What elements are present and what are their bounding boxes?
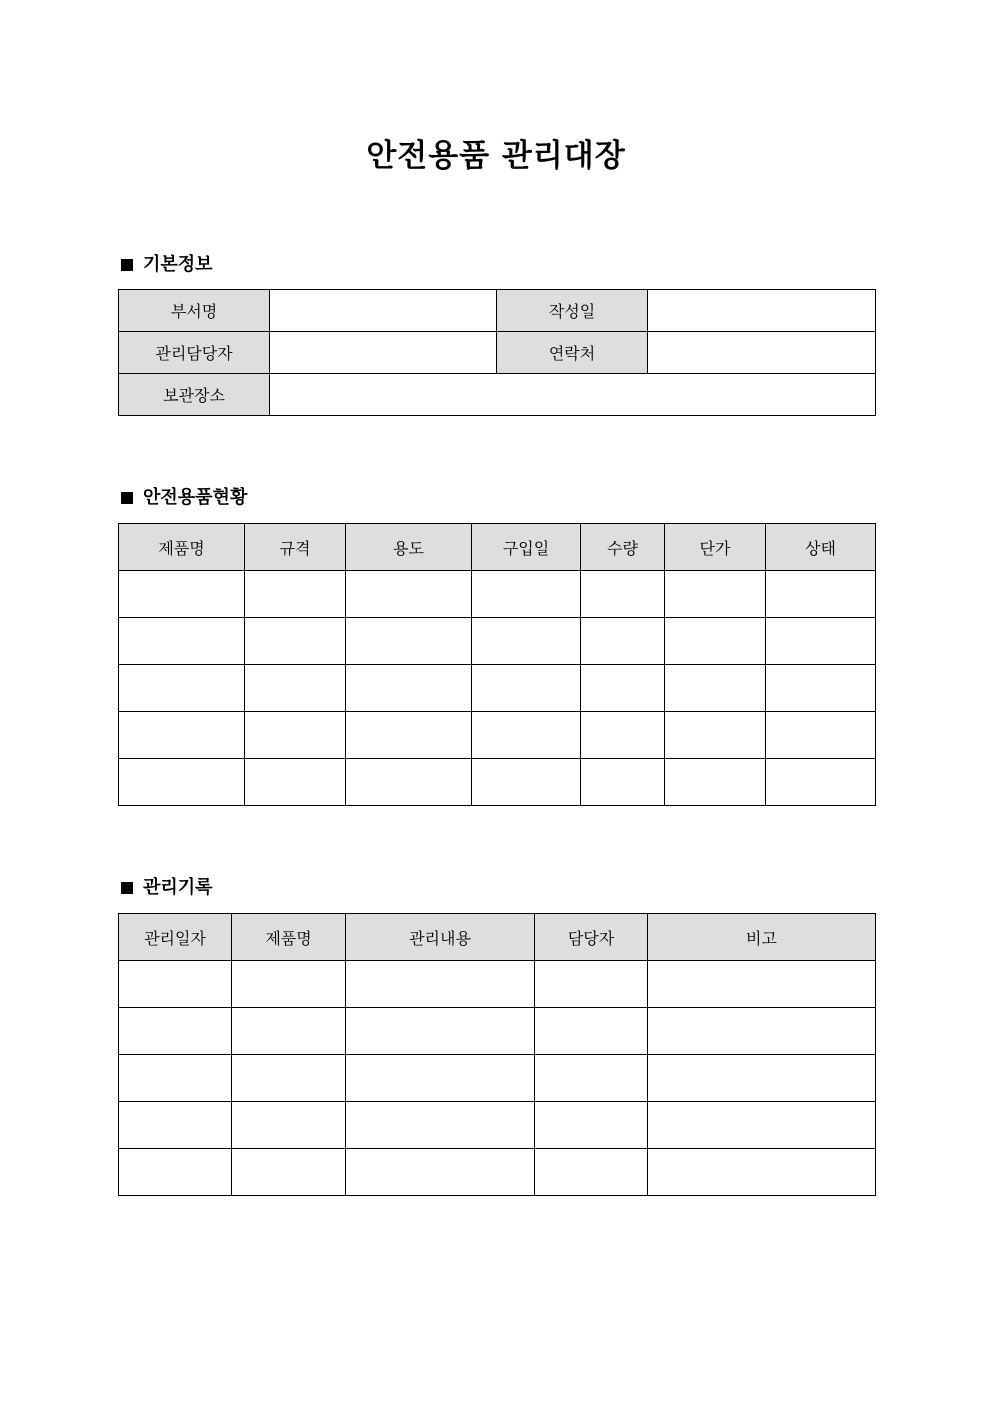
column-header-purpose: 용도 bbox=[346, 524, 472, 571]
table-cell[interactable] bbox=[119, 571, 245, 618]
table-cell[interactable] bbox=[346, 618, 472, 665]
column-header-unit-price: 단가 bbox=[665, 524, 766, 571]
table-row bbox=[119, 1102, 876, 1149]
column-header-management-details: 관리내용 bbox=[346, 914, 535, 961]
department-field[interactable] bbox=[270, 290, 497, 332]
table-cell[interactable] bbox=[665, 712, 766, 759]
table-cell[interactable] bbox=[232, 961, 346, 1008]
table-cell[interactable] bbox=[119, 961, 232, 1008]
table-cell[interactable] bbox=[766, 571, 876, 618]
table-row bbox=[119, 1149, 876, 1196]
table-cell[interactable] bbox=[346, 1102, 535, 1149]
table-cell[interactable] bbox=[581, 571, 665, 618]
table-cell[interactable] bbox=[119, 712, 245, 759]
manager-label: 관리담당자 bbox=[119, 332, 270, 374]
table-row bbox=[119, 712, 876, 759]
table-row bbox=[119, 332, 876, 374]
table-cell[interactable] bbox=[648, 961, 876, 1008]
table-cell[interactable] bbox=[766, 665, 876, 712]
table-cell[interactable] bbox=[648, 1055, 876, 1102]
records-table bbox=[118, 913, 876, 1196]
table-cell[interactable] bbox=[535, 961, 648, 1008]
table-cell[interactable] bbox=[232, 1149, 346, 1196]
section-heading-label: 안전용품현황 bbox=[143, 487, 248, 508]
table-cell[interactable] bbox=[648, 1102, 876, 1149]
storage-label: 보관장소 bbox=[119, 374, 270, 416]
table-cell[interactable] bbox=[581, 712, 665, 759]
column-header-spec: 규격 bbox=[245, 524, 346, 571]
table-cell[interactable] bbox=[665, 618, 766, 665]
section-heading-inventory bbox=[119, 486, 247, 510]
table-cell[interactable] bbox=[245, 712, 346, 759]
table-cell[interactable] bbox=[472, 618, 581, 665]
table-cell[interactable] bbox=[346, 571, 472, 618]
manager-field[interactable] bbox=[270, 332, 497, 374]
table-row bbox=[119, 290, 876, 332]
table-row bbox=[119, 374, 876, 416]
storage-field[interactable] bbox=[270, 374, 876, 416]
table-cell[interactable] bbox=[648, 1008, 876, 1055]
section-heading-records bbox=[119, 876, 213, 900]
contact-label: 연락처 bbox=[497, 332, 648, 374]
inventory-table bbox=[118, 523, 876, 806]
table-row bbox=[119, 1008, 876, 1055]
table-header-row bbox=[119, 524, 876, 571]
table-cell[interactable] bbox=[119, 1102, 232, 1149]
table-cell[interactable] bbox=[766, 712, 876, 759]
table-cell[interactable] bbox=[245, 759, 346, 806]
table-cell[interactable] bbox=[346, 961, 535, 1008]
table-cell[interactable] bbox=[535, 1008, 648, 1055]
table-cell[interactable] bbox=[245, 665, 346, 712]
table-cell[interactable] bbox=[581, 665, 665, 712]
table-row bbox=[119, 1055, 876, 1102]
square-bullet-icon bbox=[121, 882, 133, 894]
table-cell[interactable] bbox=[119, 1055, 232, 1102]
table-cell[interactable] bbox=[535, 1055, 648, 1102]
table-cell[interactable] bbox=[346, 759, 472, 806]
section-heading-label: 관리기록 bbox=[143, 877, 213, 898]
column-header-management-date: 관리일자 bbox=[119, 914, 232, 961]
table-row bbox=[119, 759, 876, 806]
table-cell[interactable] bbox=[535, 1102, 648, 1149]
table-header-row bbox=[119, 914, 876, 961]
column-header-status: 상태 bbox=[766, 524, 876, 571]
table-cell[interactable] bbox=[665, 665, 766, 712]
table-cell[interactable] bbox=[472, 759, 581, 806]
table-cell[interactable] bbox=[535, 1149, 648, 1196]
date-written-label: 작성일 bbox=[497, 290, 648, 332]
table-cell[interactable] bbox=[472, 571, 581, 618]
table-row bbox=[119, 571, 876, 618]
page-title: 안전용품 관리대장 bbox=[366, 138, 626, 174]
table-cell[interactable] bbox=[346, 1055, 535, 1102]
table-cell[interactable] bbox=[119, 1149, 232, 1196]
column-header-quantity: 수량 bbox=[581, 524, 665, 571]
table-cell[interactable] bbox=[232, 1102, 346, 1149]
table-cell[interactable] bbox=[766, 618, 876, 665]
table-cell[interactable] bbox=[119, 759, 245, 806]
table-cell[interactable] bbox=[232, 1055, 346, 1102]
section-heading-basic-info bbox=[119, 253, 213, 277]
column-header-product-name: 제품명 bbox=[232, 914, 346, 961]
table-cell[interactable] bbox=[472, 665, 581, 712]
section-heading-label: 기본정보 bbox=[143, 254, 213, 275]
table-cell[interactable] bbox=[766, 759, 876, 806]
table-cell[interactable] bbox=[119, 1008, 232, 1055]
table-cell[interactable] bbox=[665, 571, 766, 618]
table-cell[interactable] bbox=[472, 712, 581, 759]
column-header-person-in-charge: 담당자 bbox=[535, 914, 648, 961]
table-cell[interactable] bbox=[346, 1008, 535, 1055]
column-header-remarks: 비고 bbox=[648, 914, 876, 961]
column-header-product-name: 제품명 bbox=[119, 524, 245, 571]
square-bullet-icon bbox=[121, 259, 133, 271]
table-cell[interactable] bbox=[119, 618, 245, 665]
square-bullet-icon bbox=[121, 492, 133, 504]
basic-info-table bbox=[118, 289, 876, 416]
table-cell[interactable] bbox=[648, 1149, 876, 1196]
table-cell[interactable] bbox=[119, 665, 245, 712]
table-cell[interactable] bbox=[581, 759, 665, 806]
contact-field[interactable] bbox=[648, 332, 876, 374]
table-cell[interactable] bbox=[346, 665, 472, 712]
department-label: 부서명 bbox=[119, 290, 270, 332]
table-row bbox=[119, 961, 876, 1008]
table-cell[interactable] bbox=[245, 618, 346, 665]
table-cell[interactable] bbox=[665, 759, 766, 806]
table-cell[interactable] bbox=[581, 618, 665, 665]
table-cell[interactable] bbox=[346, 1149, 535, 1196]
table-cell[interactable] bbox=[346, 712, 472, 759]
column-header-purchase-date: 구입일 bbox=[472, 524, 581, 571]
table-row bbox=[119, 665, 876, 712]
table-row bbox=[119, 618, 876, 665]
date-written-field[interactable] bbox=[648, 290, 876, 332]
table-cell[interactable] bbox=[245, 571, 346, 618]
table-cell[interactable] bbox=[232, 1008, 346, 1055]
